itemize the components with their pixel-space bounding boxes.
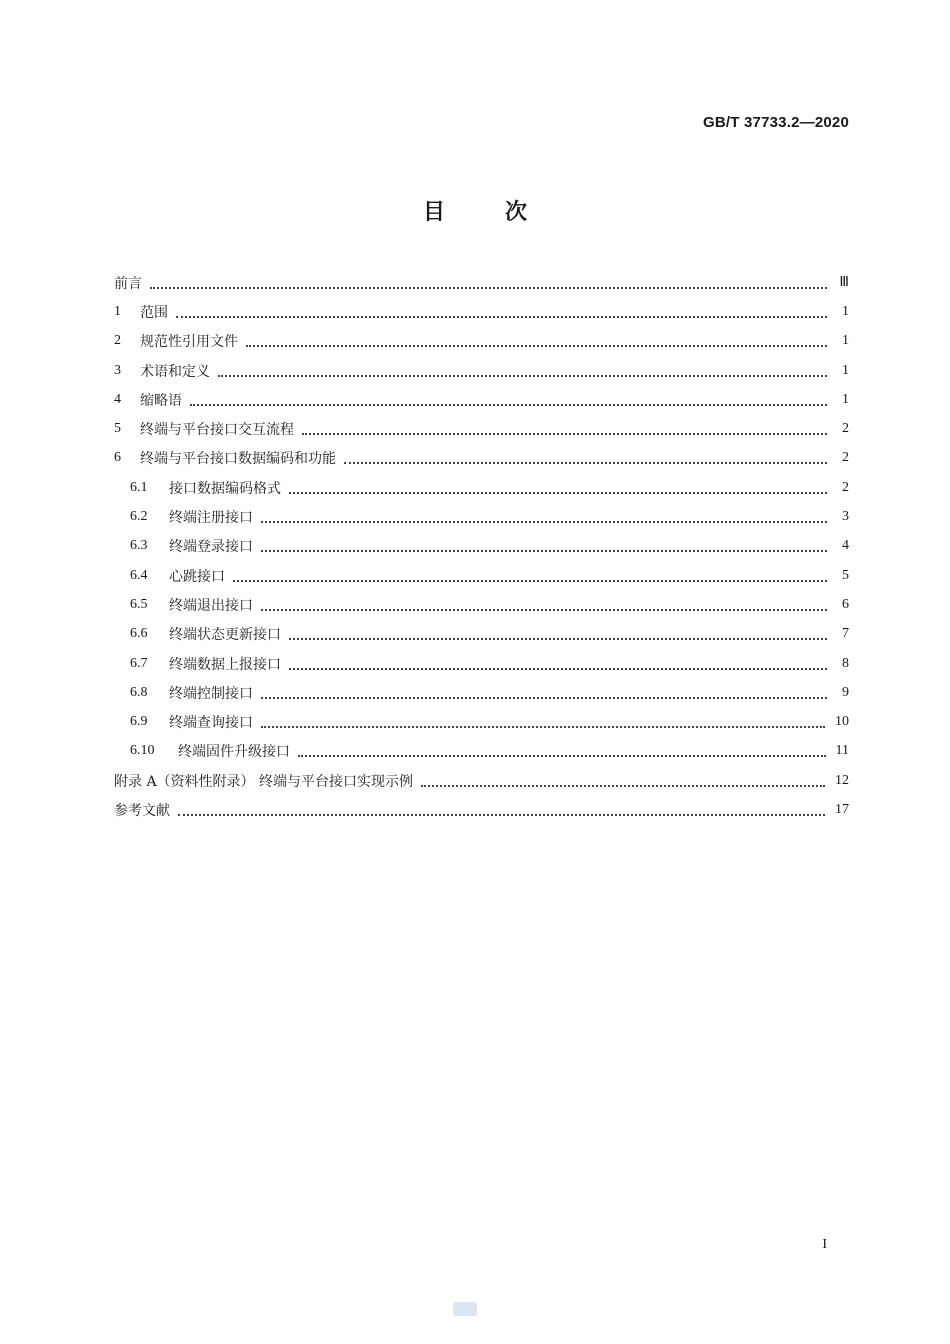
- toc-entry[interactable]: [114, 795, 849, 824]
- toc-entry-page: 2: [842, 421, 849, 437]
- toc-entry-number: 1: [114, 303, 121, 319]
- toc-entry[interactable]: [114, 414, 849, 443]
- toc-entry[interactable]: [114, 707, 849, 736]
- toc-entry-page: 8: [842, 655, 849, 671]
- toc-entry-page: 2: [842, 450, 849, 466]
- page-title: [0, 195, 950, 226]
- toc-entry-title: 附录 A（资料性附录） 终端与平台接口实现示例: [114, 773, 414, 790]
- title-char-2: 次: [505, 200, 528, 225]
- toc-leader-dots: [302, 419, 827, 435]
- toc-entry-page: 6: [842, 596, 849, 612]
- table-of-contents: [114, 268, 849, 825]
- toc-entry-number: 6: [114, 450, 121, 466]
- toc-entry-title: 接口数据编码格式: [169, 480, 281, 497]
- toc-entry-number: 5: [114, 421, 121, 437]
- toc-entry[interactable]: [114, 268, 849, 297]
- toc-entry-page: 12: [835, 772, 849, 788]
- toc-entry[interactable]: [114, 620, 849, 649]
- toc-entry[interactable]: [114, 678, 849, 707]
- toc-leader-dots: [178, 800, 825, 816]
- toc-entry[interactable]: [114, 327, 849, 356]
- toc-entry-number: 4: [114, 391, 121, 407]
- toc-entry-number: 6.4: [130, 567, 148, 583]
- toc-entry-page: 9: [842, 684, 849, 700]
- toc-entry[interactable]: [114, 532, 849, 561]
- toc-leader-dots: [261, 683, 827, 699]
- toc-leader-dots: [246, 331, 827, 347]
- toc-entry[interactable]: [114, 502, 849, 531]
- toc-entry[interactable]: [114, 473, 849, 502]
- toc-leader-dots: [176, 302, 827, 318]
- toc-entry-title: 术语和定义: [140, 363, 210, 380]
- toc-entry-number: 6.8: [130, 684, 148, 700]
- toc-leader-dots: [150, 273, 827, 289]
- toc-entry-page: 1: [842, 391, 849, 407]
- toc-entry-number: 3: [114, 362, 121, 378]
- toc-entry-page: 4: [842, 538, 849, 554]
- toc-entry-number: 6.10: [130, 743, 155, 759]
- toc-leader-dots: [421, 771, 825, 787]
- toc-entry-title: 终端与平台接口数据编码和功能: [140, 451, 336, 468]
- watermark-logo: [452, 1299, 478, 1319]
- standard-code: GB/T 37733.2—2020: [703, 114, 849, 131]
- toc-entry-page: 11: [835, 743, 849, 759]
- toc-entry[interactable]: [114, 737, 849, 766]
- toc-leader-dots: [289, 654, 827, 670]
- toc-entry-title: 范围: [140, 304, 168, 321]
- toc-entry[interactable]: [114, 444, 849, 473]
- toc-entry-number: 6.2: [130, 509, 148, 525]
- toc-entry-title: 终端登录接口: [169, 539, 253, 556]
- toc-entry-page: Ⅲ: [839, 275, 849, 291]
- toc-entry-title: 规范性引用文件: [140, 334, 238, 351]
- toc-entry-number: 6.5: [130, 596, 148, 612]
- toc-leader-dots: [344, 448, 827, 464]
- toc-leader-dots: [218, 361, 827, 377]
- toc-entry-page: 7: [842, 626, 849, 642]
- toc-entry-title: 前言: [114, 275, 142, 292]
- toc-entry-number: 2: [114, 333, 121, 349]
- toc-entry-title: 终端控制接口: [169, 685, 253, 702]
- toc-entry-number: 6.1: [130, 479, 148, 495]
- toc-entry-title: 心跳接口: [169, 568, 225, 585]
- toc-entry-page: 5: [842, 567, 849, 583]
- toc-entry[interactable]: [114, 649, 849, 678]
- toc-entry-page: 1: [842, 362, 849, 378]
- toc-entry-number: 6.9: [130, 714, 148, 730]
- toc-entry[interactable]: [114, 297, 849, 326]
- toc-entry-title: 终端状态更新接口: [169, 627, 281, 644]
- toc-entry-title: 终端退出接口: [169, 597, 253, 614]
- toc-entry-number: 6.7: [130, 655, 148, 671]
- page-number: I: [822, 1237, 827, 1252]
- toc-entry-title: 终端查询接口: [169, 715, 253, 732]
- toc-entry[interactable]: [114, 590, 849, 619]
- toc-entry[interactable]: [114, 561, 849, 590]
- toc-leader-dots: [261, 712, 825, 728]
- toc-entry-number: 6.3: [130, 538, 148, 554]
- toc-entry[interactable]: [114, 356, 849, 385]
- toc-entry-page: 2: [842, 479, 849, 495]
- title-char-1: 目: [422, 200, 445, 225]
- toc-leader-dots: [190, 390, 827, 406]
- toc-entry[interactable]: [114, 766, 849, 795]
- toc-leader-dots: [261, 595, 827, 611]
- toc-entry-title: 参考文献: [114, 802, 170, 819]
- toc-leader-dots: [298, 741, 826, 757]
- toc-entry-page: 1: [842, 303, 849, 319]
- toc-entry-title: 缩略语: [140, 392, 182, 409]
- toc-leader-dots: [261, 536, 827, 552]
- toc-leader-dots: [289, 624, 827, 640]
- toc-entry-title: 终端注册接口: [169, 510, 253, 527]
- toc-entry[interactable]: [114, 385, 849, 414]
- toc-entry-title: 终端与平台接口交互流程: [140, 422, 294, 439]
- toc-leader-dots: [233, 566, 827, 582]
- toc-leader-dots: [289, 478, 827, 494]
- toc-entry-page: 10: [835, 714, 849, 730]
- toc-entry-page: 17: [835, 801, 849, 817]
- toc-entry-page: 1: [842, 333, 849, 349]
- toc-entry-number: 6.6: [130, 626, 148, 642]
- toc-entry-title: 终端固件升级接口: [178, 744, 290, 761]
- toc-entry-page: 3: [842, 509, 849, 525]
- toc-leader-dots: [261, 507, 827, 523]
- toc-entry-title: 终端数据上报接口: [169, 656, 281, 673]
